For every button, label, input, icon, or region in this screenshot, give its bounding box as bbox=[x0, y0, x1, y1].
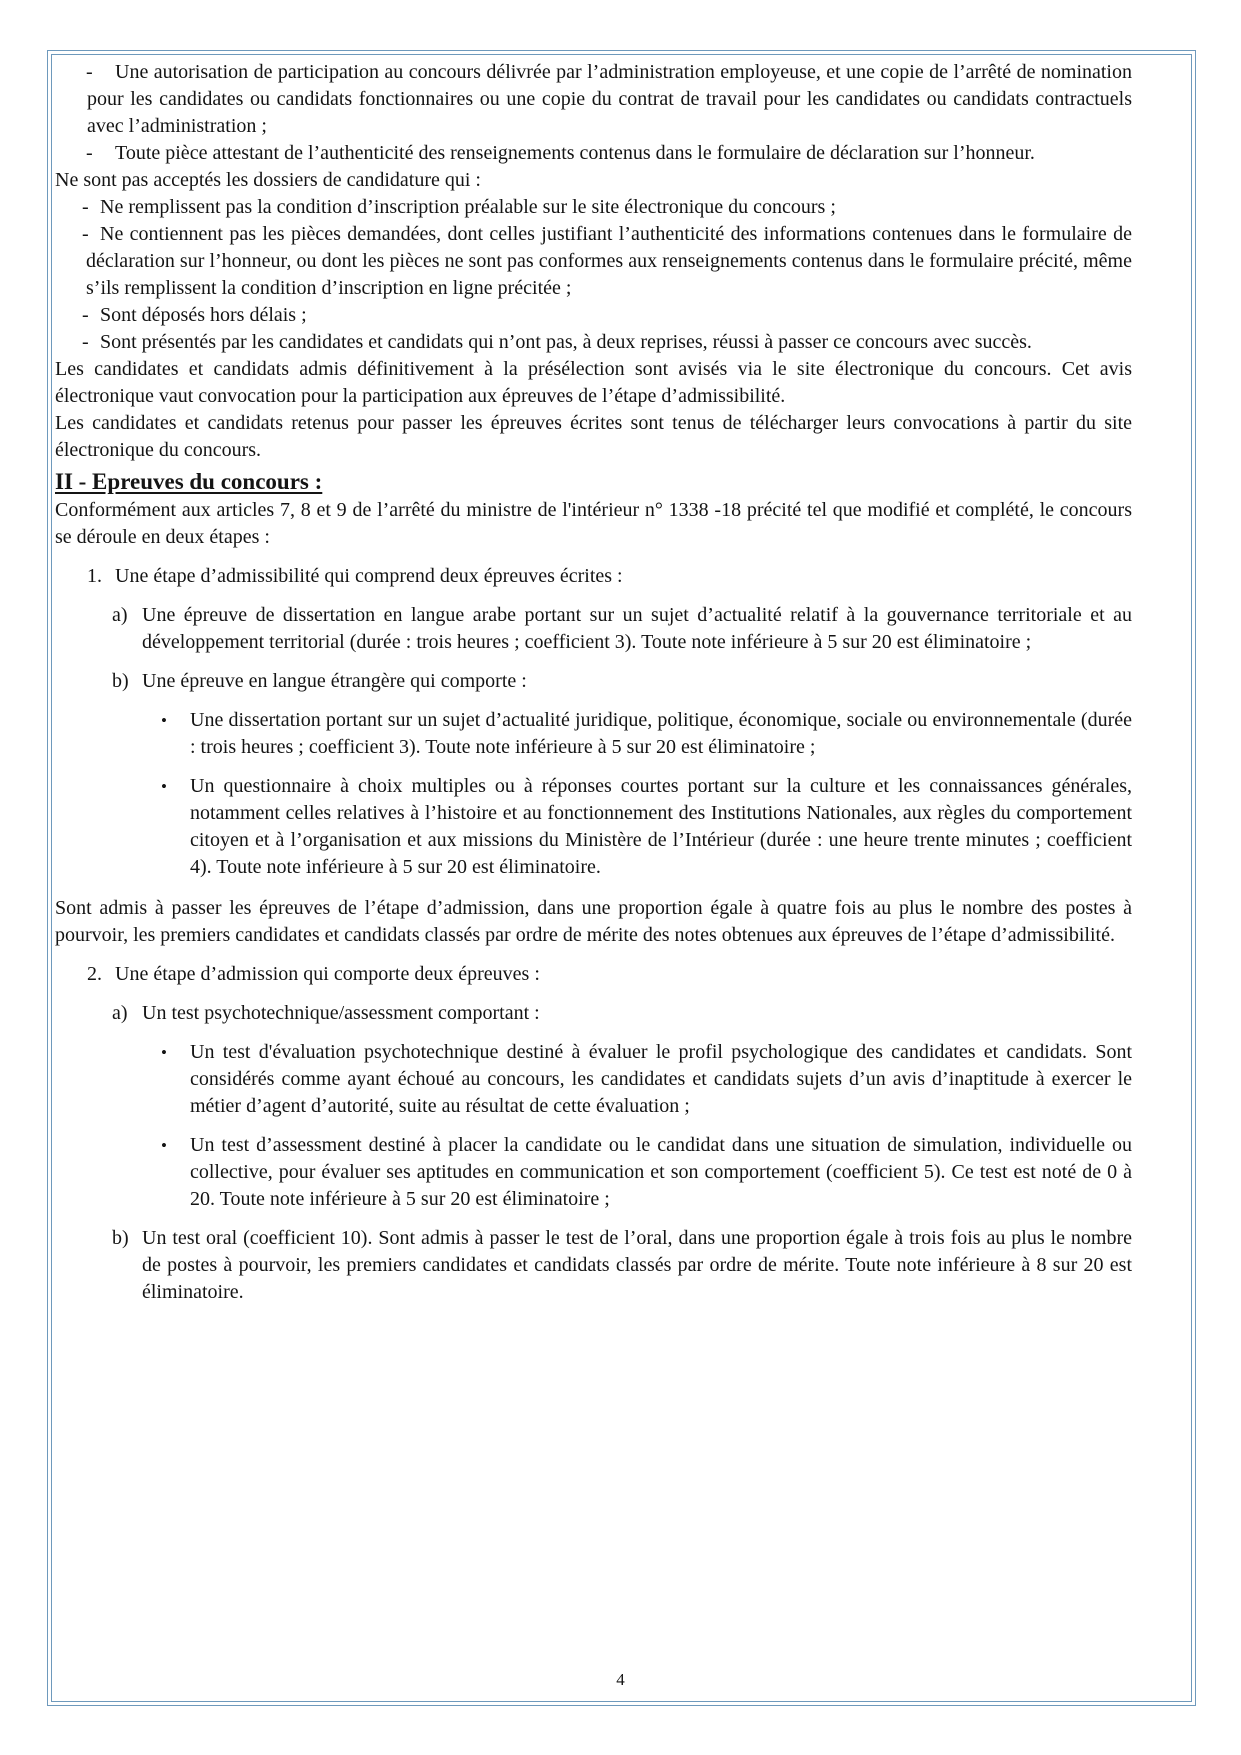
paragraph-text: Conformément aux articles 7, 8 et 9 de l’arrêté du ministre de l'intérieur n° 1338 -18 précité tel que modifié et complété, le concours se déroule en deux étapes : bbox=[55, 499, 1132, 548]
paragraph-text: Sont admis à passer les épreuves de l’étape d’admission, dans une proportion égale à quatre fois au plus le nombre des postes à pourvoir, les premiers candidates et candidats classés par ordre de mérite des notes obtenues aux épreuves de l’étape d’admissibilité. bbox=[55, 897, 1132, 946]
dash-marker: - bbox=[86, 142, 93, 164]
section-heading-text: II - Epreuves du concours : bbox=[55, 469, 323, 494]
list-item-bullet bbox=[55, 1132, 1132, 1213]
dash-marker: - bbox=[86, 61, 93, 83]
list-item-text: Un test d’assessment destiné à placer la candidate ou le candidat dans une situation de simulation, individuelle ou collective, pour évaluer ses aptitudes en communication et son comportement (coefficient 5). Ce test est noté de 0 à 20. Toute note inférieure à 5 sur 20 est éliminatoire ; bbox=[190, 1134, 1132, 1210]
list-item-number bbox=[55, 961, 1132, 988]
list-item-text: Un test d'évaluation psychotechnique destiné à évaluer le profil psychologique des candidates et candidats. Sont considérés comme ayant échoué au concours, les candidates et candidats sujets d’un avis d’inaptitude à exercer le métier d’agent d’autorité, suite au résultat de cette évaluation ; bbox=[190, 1041, 1132, 1117]
list-item-text: Ne contiennent pas les pièces demandées, dont celles justifiant l’authenticité des informations contenues dans le formulaire de déclaration sur l’honneur, ou dont les pièces ne sont pas conformes aux renseignements contenus dans le formulaire précité, même s’ils remplissent la condition d’inscription en ligne précitée ; bbox=[86, 223, 1132, 299]
list-item-letter bbox=[55, 602, 1132, 656]
list-item-dash bbox=[55, 329, 1132, 356]
list-item-text: Une épreuve en langue étrangère qui comporte : bbox=[142, 670, 527, 692]
list-item-text: Toute pièce attestant de l’authenticité des renseignements contenus dans le formulaire de déclaration sur l’honneur. bbox=[115, 142, 1035, 164]
list-item-text: Une étape d’admission qui comporte deux épreuves : bbox=[115, 963, 540, 985]
list-item-letter bbox=[55, 668, 1132, 695]
paragraph bbox=[55, 497, 1132, 551]
list-item-text: Une étape d’admissibilité qui comprend deux épreuves écrites : bbox=[115, 565, 623, 587]
list-item-bullet bbox=[55, 1039, 1132, 1120]
list-item-text: Un test psychotechnique/assessment comportant : bbox=[142, 1002, 540, 1024]
number-marker: 1. bbox=[87, 565, 102, 587]
bullet-marker: • bbox=[161, 1136, 167, 1155]
bullet-marker: • bbox=[161, 777, 167, 796]
list-item-text: Un test oral (coefficient 10). Sont admis à passer le test de l’oral, dans une proportion égale à trois fois au plus le nombre de postes à pourvoir, les premiers candidates et candidats classés par ordre de mérite. Toute note inférieure à 8 sur 20 est éliminatoire. bbox=[142, 1227, 1132, 1303]
list-item-dash bbox=[55, 194, 1132, 221]
document-content bbox=[51, 55, 1188, 1306]
paragraph-text: Les candidates et candidats admis définitivement à la présélection sont avisés via le site électronique du concours. Cet avis électronique vaut convocation pour la participation aux épreuves de l’étape d’admissibilité. bbox=[55, 358, 1132, 407]
dash-marker: - bbox=[82, 304, 89, 326]
list-item-dash bbox=[55, 59, 1132, 140]
list-item-text: Sont déposés hors délais ; bbox=[100, 304, 307, 326]
letter-marker: a) bbox=[112, 1002, 128, 1024]
page-number: 4 bbox=[616, 1670, 625, 1689]
paragraph-text: Les candidates et candidats retenus pour passer les épreuves écrites sont tenus de télécharger leurs convocations à partir du site électronique du concours. bbox=[55, 412, 1132, 461]
number-marker: 2. bbox=[87, 963, 102, 985]
letter-marker: b) bbox=[112, 670, 129, 692]
section-heading bbox=[55, 466, 1132, 497]
list-item-text: Un questionnaire à choix multiples ou à réponses courtes portant sur la culture et les connaissances générales, notamment celles relatives à l’histoire et au fonctionnement des Institutions Nationales, aux règles du comportement citoyen et à l’organisation et aux missions du Ministère de l’Intérieur (durée : une heure trente minutes ; coefficient 4). Toute note inférieure à 5 sur 20 est éliminatoire. bbox=[190, 775, 1132, 878]
list-item-text: Une dissertation portant sur un sujet d’actualité juridique, politique, économique, sociale ou environnementale (durée : trois heures ; coefficient 3). Toute note inférieure à 5 sur 20 est éliminatoire ; bbox=[190, 709, 1132, 758]
paragraph bbox=[55, 410, 1132, 464]
list-item-dash bbox=[55, 302, 1132, 329]
dash-marker: - bbox=[82, 331, 89, 353]
list-item-bullet bbox=[55, 707, 1132, 761]
list-item-text: Ne remplissent pas la condition d’inscription préalable sur le site électronique du concours ; bbox=[100, 196, 836, 218]
letter-marker: b) bbox=[112, 1227, 129, 1249]
list-item-text: Sont présentés par les candidates et candidats qui n’ont pas, à deux reprises, réussi à passer ce concours avec succès. bbox=[100, 331, 1032, 353]
dash-marker: - bbox=[82, 196, 89, 218]
list-item-bullet bbox=[55, 773, 1132, 881]
letter-marker: a) bbox=[112, 604, 128, 626]
bullet-marker: • bbox=[161, 711, 167, 730]
list-item-dash bbox=[55, 221, 1132, 302]
bullet-marker: • bbox=[161, 1043, 167, 1062]
dash-marker: - bbox=[82, 223, 89, 245]
paragraph-text: Ne sont pas acceptés les dossiers de candidature qui : bbox=[55, 169, 481, 191]
list-item-text: Une autorisation de participation au concours délivrée par l’administration employeuse, et une copie de l’arrêté de nomination pour les candidates ou candidats fonctionnaires ou une copie du contrat de travail pour les candidates ou candidats contractuels avec l’administration ; bbox=[87, 61, 1132, 137]
paragraph bbox=[55, 356, 1132, 410]
list-item-text: Une épreuve de dissertation en langue arabe portant sur un sujet d’actualité relatif à la gouvernance territoriale et au développement territorial (durée : trois heures ; coefficient 3). Toute note inférieure à 5 sur 20 est éliminatoire ; bbox=[142, 604, 1132, 653]
list-item-letter bbox=[55, 1000, 1132, 1027]
paragraph bbox=[55, 895, 1132, 949]
list-item-letter bbox=[55, 1225, 1132, 1306]
paragraph bbox=[55, 167, 1132, 194]
list-item-number bbox=[55, 563, 1132, 590]
list-item-dash bbox=[55, 140, 1132, 167]
